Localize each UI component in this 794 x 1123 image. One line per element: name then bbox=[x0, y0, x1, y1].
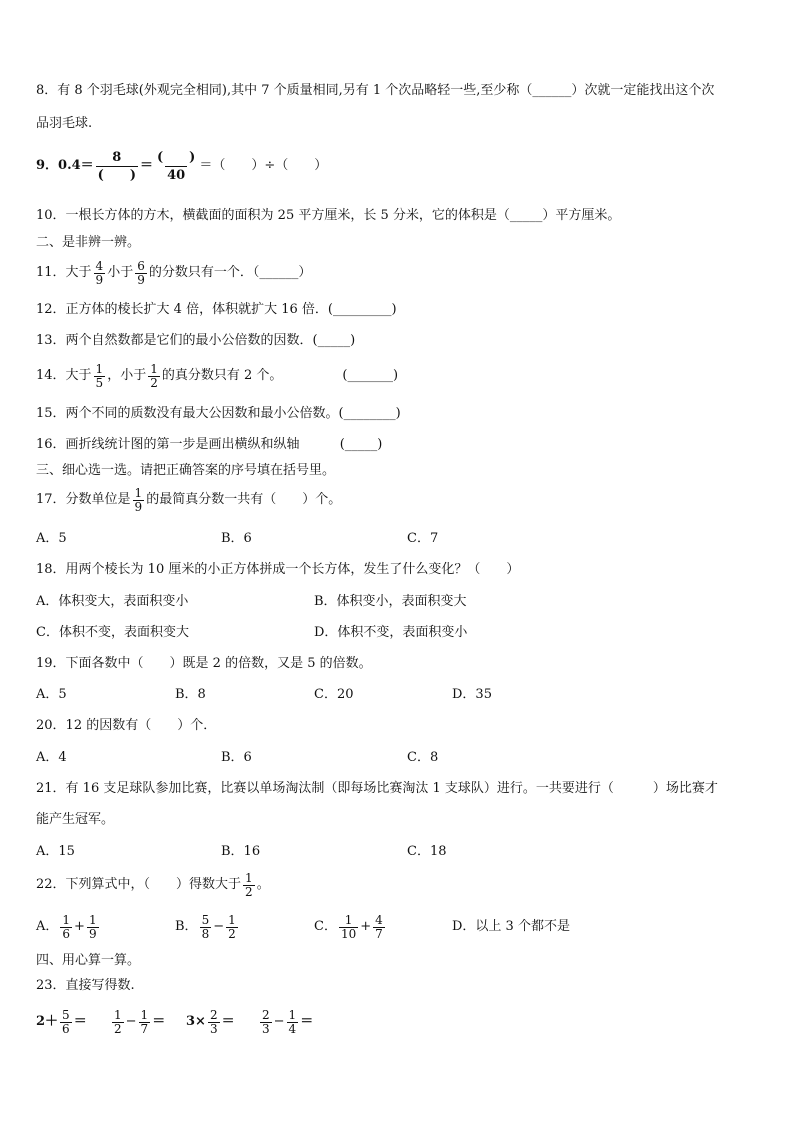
q23-e4-operator: − bbox=[273, 1014, 285, 1029]
q23-e2-fraction-1 bbox=[112, 1009, 124, 1036]
q22-c-fraction-1 bbox=[339, 914, 358, 941]
question-12: 12．正方体的棱长扩大 4 倍，体积就扩大 16 倍．(_________) bbox=[36, 302, 397, 317]
numerator: 1 bbox=[344, 912, 353, 927]
q22-c-operator: + bbox=[360, 919, 372, 934]
q22-b-fraction-2 bbox=[226, 914, 238, 941]
q22-a-fraction-2 bbox=[87, 914, 99, 941]
q14-f1-numerator: 1 bbox=[95, 361, 104, 376]
q22-c-fraction-2 bbox=[373, 914, 385, 941]
denominator: 8 bbox=[201, 926, 210, 941]
q19-option-b: B．8 bbox=[175, 687, 206, 702]
denominator: 10 bbox=[340, 926, 357, 941]
q17-f-denominator: 9 bbox=[134, 499, 143, 514]
q11-fraction-2 bbox=[135, 260, 147, 287]
q14-text-c: 的真分数只有 2 个。 bbox=[161, 368, 283, 383]
q20-option-b: B．6 bbox=[221, 750, 252, 765]
numerator: 1 bbox=[88, 912, 97, 927]
q11-f1-denominator: 9 bbox=[95, 272, 104, 287]
q23-e2-equals: ＝ bbox=[152, 1014, 166, 1029]
q11-f2-numerator: 6 bbox=[137, 258, 145, 273]
q9-tail: ＝（ ）÷（ ） bbox=[199, 158, 328, 173]
q23-e2-operator: − bbox=[125, 1014, 137, 1029]
q20-option-c: C．8 bbox=[407, 750, 439, 765]
numerator: 2 bbox=[262, 1007, 270, 1022]
q23-expression-4 bbox=[258, 1005, 313, 1039]
section-2-heading: 二、是非辨一辨。 bbox=[36, 235, 141, 250]
q9-f2-numerator: ( ) bbox=[157, 149, 196, 165]
q9-head: 9．0.4＝ bbox=[36, 158, 94, 173]
question-15: 15．两个不同的质数没有最大公因数和最小公倍数。(________) bbox=[36, 406, 401, 421]
q22-text-a: 22．下列算式中，（ ）得数大于 bbox=[36, 877, 242, 892]
q14-fraction-1 bbox=[94, 363, 106, 390]
q23-e4-equals: ＝ bbox=[300, 1014, 314, 1029]
q14-answer-blank: (_______) bbox=[342, 368, 399, 383]
q22-options bbox=[36, 910, 758, 944]
q23-e3-fraction bbox=[208, 1009, 220, 1036]
q17-fraction bbox=[133, 487, 145, 514]
question-8-line-2: 品羽毛球. bbox=[36, 116, 93, 131]
question-19: 19．下面各数中（ ）既是 2 的倍数，又是 5 的倍数。 bbox=[36, 656, 372, 671]
q11-text-c: 的分数只有一个．（______） bbox=[148, 265, 312, 280]
denominator: 3 bbox=[209, 1021, 218, 1036]
q18-option-c: C．体积不变，表面积变大 bbox=[36, 625, 189, 640]
q22-b-operator: − bbox=[213, 919, 225, 934]
q11-text-a: 11．大于 bbox=[36, 265, 92, 280]
q23-expressions bbox=[36, 1005, 758, 1039]
question-18: 18．用两个棱长为 10 厘米的小正方体拼成一个长方体，发生了什么变化？（ ） bbox=[36, 562, 520, 577]
q14-f2-denominator: 2 bbox=[150, 375, 158, 390]
question-21-line-1: 21．有 16 支足球队参加比赛，比赛以单场淘汰制（即每场比赛淘汰 1 支球队）进行。一共要进行（ ）场比赛才 bbox=[36, 781, 718, 796]
q17-option-a: A．5 bbox=[36, 531, 67, 546]
q18-option-b: B．体积变小，表面积变大 bbox=[314, 594, 467, 609]
q14-text-a: 14．大于 bbox=[36, 368, 92, 383]
q17-text-a: 17．分数单位是 bbox=[36, 492, 131, 507]
q23-e1-pre: 2＋ bbox=[36, 1014, 59, 1029]
denominator: 2 bbox=[228, 926, 236, 941]
q16-answer-blank: (_____) bbox=[339, 437, 383, 452]
q18-option-d: D．体积不变，表面积变小 bbox=[314, 625, 468, 640]
numerator: 2 bbox=[209, 1007, 218, 1022]
q22-fraction bbox=[243, 872, 255, 899]
question-14 bbox=[36, 360, 758, 392]
q22-f-denominator: 2 bbox=[245, 884, 253, 899]
q22-option-a bbox=[36, 910, 101, 944]
q23-expression-3 bbox=[186, 1005, 235, 1039]
question-13: 13．两个自然数都是它们的最小公倍数的因数．(_____) bbox=[36, 333, 356, 348]
q22-a-fraction-1 bbox=[60, 914, 72, 941]
q9-f2-denominator: 40 bbox=[167, 167, 186, 183]
q23-e4-fraction-2 bbox=[287, 1009, 299, 1036]
q22-b-fraction-1 bbox=[200, 914, 212, 941]
q22-b-label: B． bbox=[175, 919, 198, 934]
q11-f1-numerator: 4 bbox=[95, 258, 104, 273]
q22-a-label: A． bbox=[36, 919, 59, 934]
question-20: 20．12 的因数有（ ）个． bbox=[36, 718, 217, 733]
q21-option-a: A．15 bbox=[36, 844, 75, 859]
numerator: 1 bbox=[140, 1007, 149, 1022]
numerator: 4 bbox=[375, 912, 383, 927]
question-22 bbox=[36, 869, 758, 901]
question-16 bbox=[36, 437, 758, 453]
q14-f1-denominator: 5 bbox=[95, 375, 104, 390]
q22-text-b: 。 bbox=[256, 877, 270, 892]
question-23: 23．直接写得数. bbox=[36, 978, 135, 993]
numerator: 1 bbox=[228, 912, 236, 927]
q21-option-c: C．18 bbox=[407, 844, 447, 859]
q17-option-b: B．6 bbox=[221, 531, 252, 546]
q18-option-a: A．体积变大，表面积变小 bbox=[36, 594, 189, 609]
question-17 bbox=[36, 484, 758, 516]
q22-option-b bbox=[175, 910, 240, 944]
q23-e3-pre: 3× bbox=[186, 1014, 206, 1029]
question-10: 10．一根长方体的方木，横截面的面积为 25 平方厘米，长 5 分米，它的体积是（_____）平方厘米。 bbox=[36, 208, 621, 223]
denominator: 9 bbox=[88, 926, 97, 941]
q11-text-b: 小于 bbox=[107, 265, 134, 280]
q16-text: 16．画折线统计图的第一步是画出横纵和纵轴 bbox=[36, 437, 300, 452]
question-9 bbox=[36, 148, 758, 184]
denominator: 6 bbox=[62, 1021, 70, 1036]
numerator: 1 bbox=[288, 1007, 297, 1022]
numerator: 5 bbox=[201, 912, 210, 927]
denominator: 2 bbox=[114, 1021, 122, 1036]
denominator: 4 bbox=[288, 1021, 297, 1036]
question-11 bbox=[36, 258, 758, 288]
question-21-line-2: 能产生冠军。 bbox=[36, 812, 115, 827]
numerator: 1 bbox=[114, 1007, 122, 1022]
q19-option-d: D．35 bbox=[452, 687, 492, 702]
q23-e3-equals: ＝ bbox=[221, 1014, 235, 1029]
q14-fraction-2 bbox=[148, 363, 160, 390]
q17-option-c: C．7 bbox=[407, 531, 439, 546]
q23-e1-fraction bbox=[60, 1009, 72, 1036]
q23-expression-1 bbox=[36, 1005, 87, 1039]
q9-fraction-2 bbox=[155, 149, 197, 184]
q9-f1-denominator: ( ) bbox=[97, 167, 136, 183]
denominator: 7 bbox=[140, 1021, 149, 1036]
q17-text-b: 的最简真分数一共有（ ）个。 bbox=[146, 492, 342, 507]
q11-fraction-1 bbox=[94, 260, 106, 287]
q23-e4-fraction-1 bbox=[260, 1009, 272, 1036]
q23-expression-2 bbox=[110, 1005, 165, 1039]
q22-a-operator: + bbox=[74, 919, 85, 934]
denominator: 7 bbox=[375, 926, 383, 941]
numerator: 5 bbox=[62, 1007, 70, 1022]
q23-e2-fraction-2 bbox=[139, 1009, 151, 1036]
denominator: 6 bbox=[62, 926, 71, 941]
q22-option-c bbox=[314, 910, 387, 944]
q19-option-a: A．5 bbox=[36, 687, 67, 702]
q23-e1-equals: ＝ bbox=[73, 1014, 87, 1029]
q9-equals: ＝ bbox=[139, 158, 153, 173]
q14-text-b: ，小于 bbox=[107, 368, 147, 383]
q9-f1-numerator: 8 bbox=[112, 149, 122, 165]
q14-f2-numerator: 1 bbox=[150, 361, 158, 376]
q11-f2-denominator: 9 bbox=[137, 272, 145, 287]
q19-option-c: C．20 bbox=[314, 687, 354, 702]
numerator: 1 bbox=[62, 912, 71, 927]
q9-fraction-1 bbox=[96, 149, 138, 184]
q22-f-numerator: 1 bbox=[245, 870, 253, 885]
question-8-line-1: 8．有 8 个羽毛球(外观完全相同),其中 7 个质量相同,另有 1 个次品略轻一些,至少称（______）次就一定能找出这个次 bbox=[36, 83, 715, 98]
q20-option-a: A．4 bbox=[36, 750, 67, 765]
denominator: 3 bbox=[262, 1021, 270, 1036]
q17-f-numerator: 1 bbox=[134, 485, 143, 500]
q22-c-label: C． bbox=[314, 919, 337, 934]
q21-option-b: B．16 bbox=[221, 844, 261, 859]
q22-option-d: D．以上 3 个都不是 bbox=[452, 919, 570, 934]
section-4-heading: 四、用心算一算。 bbox=[36, 953, 141, 968]
section-3-heading: 三、细心选一选。请把正确答案的序号填在括号里。 bbox=[36, 463, 336, 478]
